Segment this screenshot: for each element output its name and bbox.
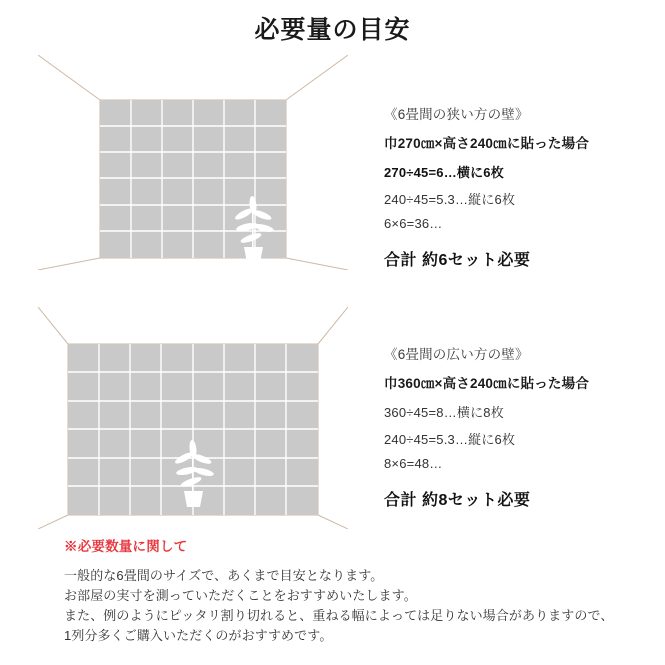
note-line: また、例のようにピッタリ割り切れると、重ねる幅によっては足りない場合がありますので、 (64, 608, 614, 624)
note-line: 1列分多くご購入いただくのがおすすめです。 (64, 628, 333, 644)
note-title: ※必要数量に関して (64, 539, 188, 554)
plant-pot (244, 247, 263, 263)
spec-total: 合計 約8セット必要 (384, 492, 531, 509)
page-title: 必要量の目安 (254, 16, 411, 44)
spec-calc-line: 270÷45=6…横に6枚 (384, 165, 504, 180)
note-line: 一般的な6畳間のサイズで、あくまで目安となります。 (64, 568, 384, 583)
spec-calc-line: 240÷45=5.3…縦に6枚 (384, 432, 516, 447)
note-block (64, 535, 634, 647)
spec-calc-line: 8×6=48… (384, 456, 443, 471)
spec-subheading: 巾360㎝×高さ240㎝に貼った場合 (384, 376, 590, 391)
spec-heading: 《6畳間の広い方の壁》 (384, 347, 529, 362)
spec-calc-line: 240÷45=5.3…縦に6枚 (384, 192, 516, 207)
room-svg-narrow (38, 55, 348, 270)
spec-block-wide (384, 343, 654, 510)
note-line: お部屋の実寸を測っていただくことをおすすめいたします。 (64, 588, 417, 604)
room-illustration-wide (38, 307, 348, 529)
spec-subheading: 巾270㎝×高さ240㎝に貼った場合 (384, 136, 590, 151)
spec-heading: 《6畳間の狭い方の壁》 (384, 107, 529, 122)
spec-calc-line: 6×6=36… (384, 216, 443, 231)
spec-block-narrow (384, 103, 654, 270)
spec-total: 合計 約6セット必要 (384, 252, 531, 269)
room-svg-wide (38, 307, 348, 529)
plant-pot (184, 491, 203, 507)
spec-calc-line: 360÷45=8…横に8枚 (384, 405, 504, 420)
room-illustration-narrow (38, 55, 348, 270)
